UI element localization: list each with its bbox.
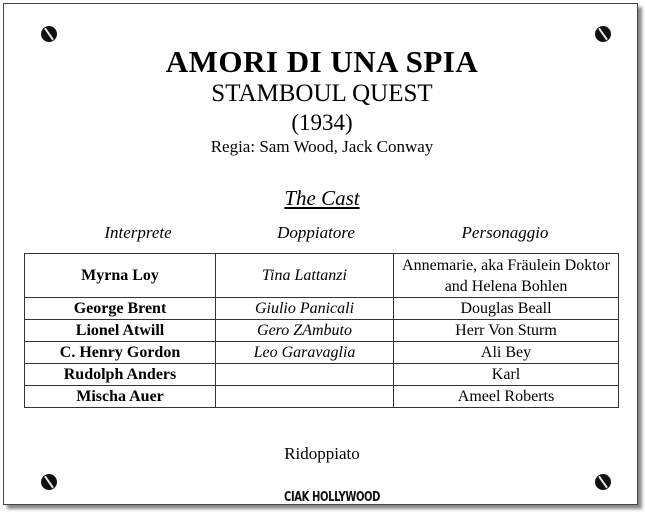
table-row — [25, 386, 619, 408]
column-header-doppiatore: Doppiatore — [277, 223, 355, 242]
table-row — [25, 342, 619, 364]
voice-actor-cell: Leo Garavaglia — [216, 342, 394, 364]
character-cell: Ali Bey — [394, 342, 619, 364]
ciak-hollywood-logo: CIAK HOLLYWOOD — [284, 490, 381, 505]
actor-cell: Rudolph Anders — [25, 364, 216, 386]
screw-icon — [595, 474, 611, 490]
screw-icon — [41, 26, 57, 42]
voice-actor-cell: Tina Lattanzi — [216, 254, 394, 298]
voice-actor-cell — [216, 364, 394, 386]
original-title: STAMBOUL QUEST — [211, 80, 433, 107]
table-row — [25, 364, 619, 386]
character-cell: Karl — [394, 364, 619, 386]
character-cell: Annemarie, aka Fräulein Doktor and Helena Bohlen — [394, 254, 619, 298]
character-cell: Douglas Beall — [394, 298, 619, 320]
cast-table — [24, 253, 619, 408]
table-row — [25, 298, 619, 320]
plaque — [3, 3, 638, 505]
character-cell: Ameel Roberts — [394, 386, 619, 408]
voice-actor-cell: Giulio Panicali — [216, 298, 394, 320]
screw-icon — [41, 474, 57, 490]
cast-heading: The Cast — [284, 186, 360, 210]
actor-cell: George Brent — [25, 298, 216, 320]
column-header-interprete: Interprete — [104, 223, 172, 242]
actor-cell: C. Henry Gordon — [25, 342, 216, 364]
film-title: AMORI DI UNA SPIA — [165, 44, 479, 79]
column-header-personaggio: Personaggio — [461, 223, 549, 242]
screw-icon — [595, 26, 611, 42]
actor-cell: Myrna Loy — [25, 254, 216, 298]
character-cell: Herr Von Sturm — [394, 320, 619, 342]
voice-actor-cell — [216, 386, 394, 408]
table-row — [25, 254, 619, 298]
voice-actor-cell: Gero ZAmbuto — [216, 320, 394, 342]
dubbing-note: Ridoppiato — [284, 444, 360, 463]
release-year: (1934) — [291, 110, 353, 135]
table-row — [25, 320, 619, 342]
actor-cell: Mischa Auer — [25, 386, 216, 408]
actor-cell: Lionel Atwill — [25, 320, 216, 342]
director-credit: Regia: Sam Wood, Jack Conway — [210, 137, 434, 156]
